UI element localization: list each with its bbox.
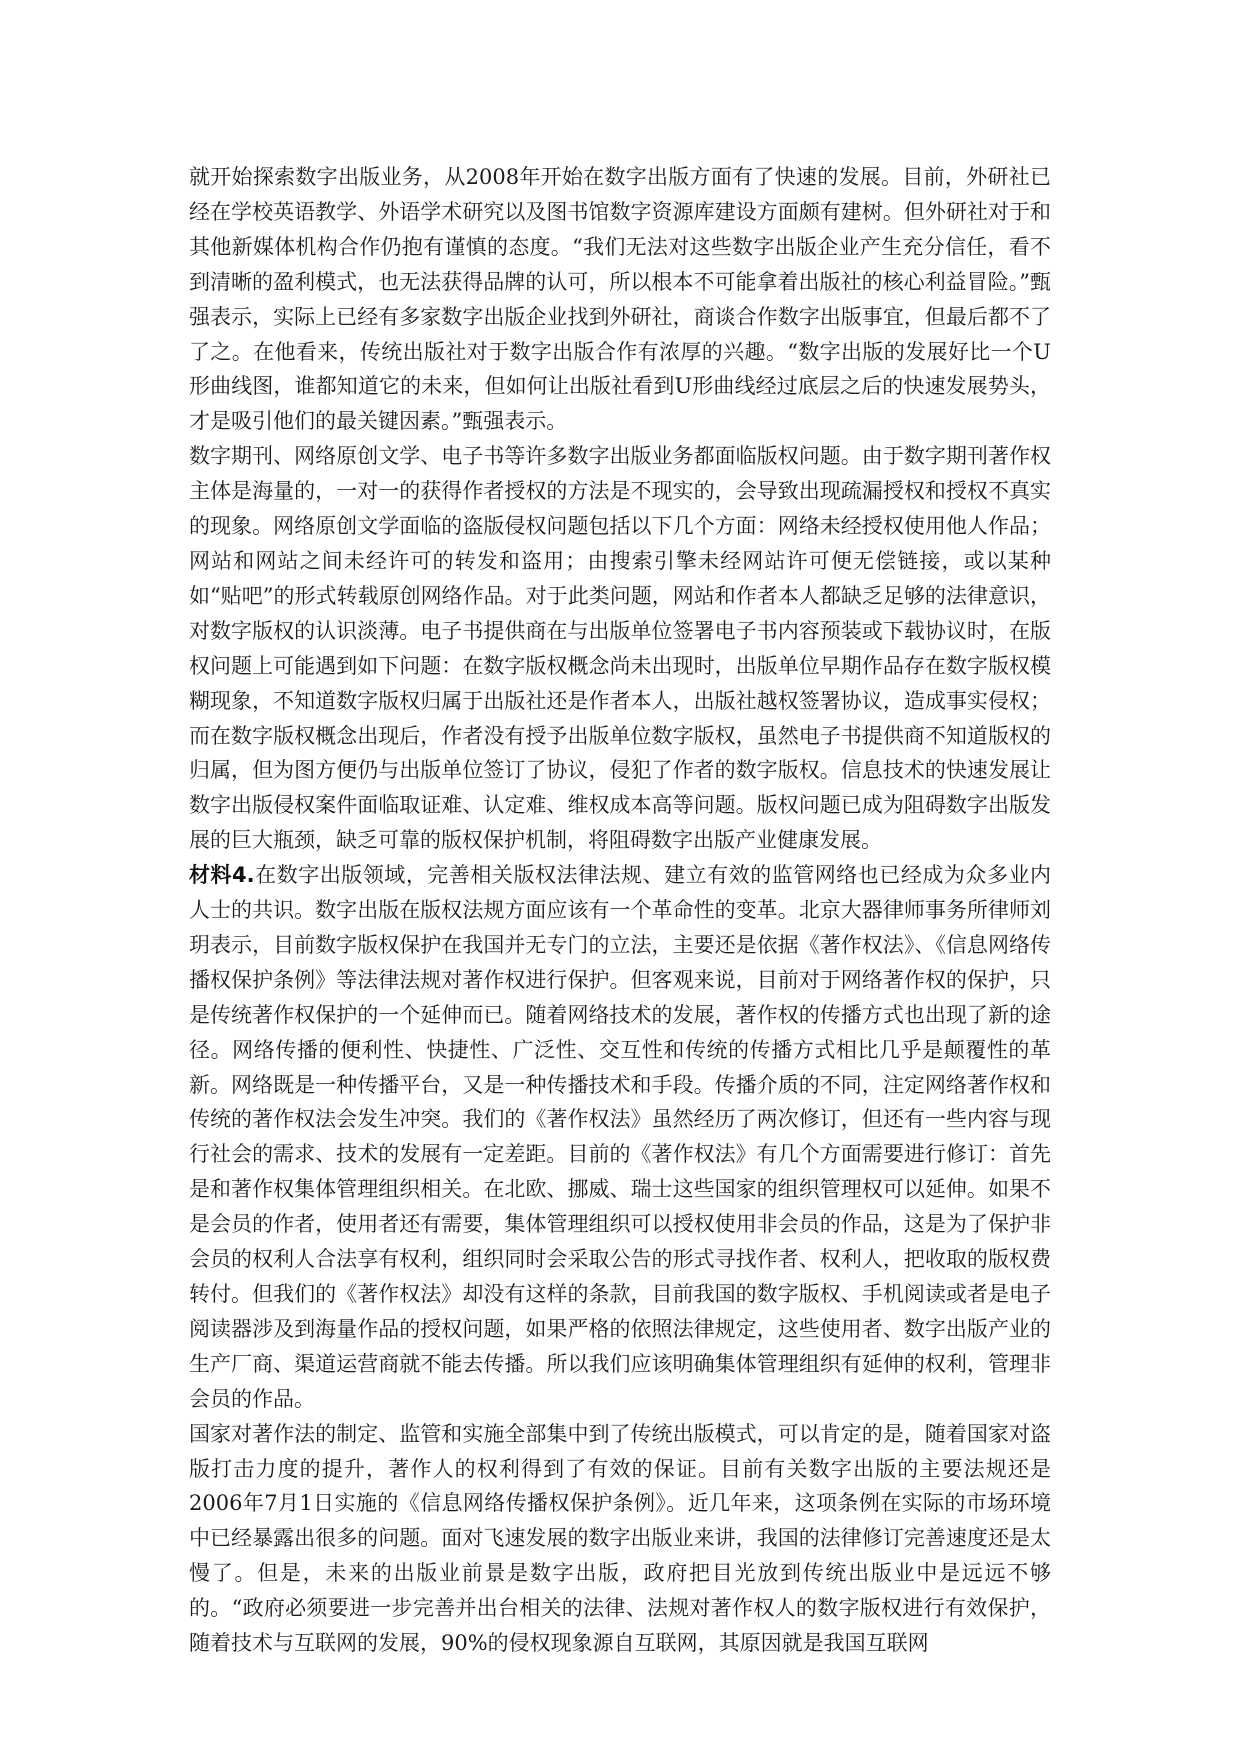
paragraph-national-law: [189, 1417, 1051, 1661]
paragraph-text: 就开始探索数字出版业务，从2008年开始在数字出版方面有了快速的发展。目前，外研社已经在学校英语教学、外语学术研究以及图书馆数字资源库建设方面颇有建树。但外研社对于和其他新媒体机构合作仍抱有谨慎的态度。“我们无法对这些数字出版企业产生充分信任，看不到清晰的盈利模式，也无法获得品牌的认可，所以根本不可能拿着出版社的核心利益冒险。”甄强表示，实际上已经有多家数字出版企业找到外研社，商谈合作数字出版事宜，但最后都不了了之。在他看来，传统出版社对于数字出版合作有浓厚的兴趣。“数字出版的发展好比一个U形曲线图，谁都知道它的未来，但如何让出版社看到U形曲线经过底层之后的快速发展势头，才是吸引他们的最关键因素。”甄强表示。: [189, 165, 1051, 434]
paragraph-text: 数字期刊、网络原创文学、电子书等许多数字出版业务都面临版权问题。由于数字期刊著作权主体是海量的，一对一的获得作者授权的方法是不现实的，会导致出现疏漏授权和授权不真实的现象。网络原创文学面临的盗版侵权问题包括以下几个方面：网络未经授权使用他人作品；网站和网站之间未经许可的转发和盗用；由搜索引擎未经网站许可便无偿链接，或以某种如“贴吧”的形式转载原创网络作品。对于此类问题，网站和作者本人都缺乏足够的法律意识，对数字版权的认识淡薄。电子书提供商在与出版单位签署电子书内容预装或下载协议时，在版权问题上可能遇到如下问题：在数字版权概念尚未出现时，出版单位早期作品存在数字版权模糊现象，不知道数字版权归属于出版社还是作者本人，出版社越权签署协议，造成事实侵权；而在数字版权概念出现后，作者没有授予出版单位数字版权，虽然电子书提供商不知道版权的归属，但为图方便仍与出版单位签订了协议，侵犯了作者的数字版权。信息技术的快速发展让数字出版侵权案件面临取证难、认定难、维权成本高等问题。版权问题已成为阻碍数字出版发展的巨大瓶颈，缺乏可靠的版权保护机制，将阻碍数字出版产业健康发展。: [189, 444, 1051, 853]
paragraph-copyright-issues: [189, 439, 1051, 858]
paragraph-digital-publishing-wyr: [189, 160, 1051, 439]
material-label: 材料4.: [189, 863, 255, 888]
article-body: [189, 160, 1051, 1661]
paragraph-text: 国家对著作法的制定、监管和实施全部集中到了传统出版模式，可以肯定的是，随着国家对盗版打击力度的提升，著作人的权利得到了有效的保证。目前有关数字出版的主要法规还是2006年7月1日实施的《信息网络传播权保护条例》。近几年来，这项条例在实际的市场环境中已经暴露出很多的问题。面对飞速发展的数字出版业来讲，我国的法律修订完善速度还是太慢了。但是，未来的出版业前景是数字出版，政府把目光放到传统出版业中是远远不够的。“政府必须要进一步完善并出台相关的法律、法规对著作权人的数字版权进行有效保护，随着技术与互联网的发展，90%的侵权现象源自互联网，其原因就是我国互联网: [189, 1421, 1051, 1656]
paragraph-material-4: [189, 858, 1051, 1417]
paragraph-text: 在数字出版领域，完善相关版权法律法规、建立有效的监管网络也已经成为众多业内人士的共识。数字出版在版权法规方面应该有一个革命性的变革。北京大器律师事务所律师刘玥表示，目前数字版权保护在我国并无专门的立法，主要还是依据《著作权法》、《信息网络传播权保护条例》等法律法规对著作权进行保护。但客观来说，目前对于网络著作权的保护，只是传统著作权保护的一个延伸而已。随着网络技术的发展，著作权的传播方式也出现了新的途径。网络传播的便利性、快捷性、广泛性、交互性和传统的传播方式相比几乎是颠覆性的革新。网络既是一种传播平台，又是一种传播技术和手段。传播介质的不同，注定网络著作权和传统的著作权法会发生冲突。我们的《著作权法》虽然经历了两次修订，但还有一些内容与现行社会的需求、技术的发展有一定差距。目前的《著作权法》有几个方面需要进行修订：首先是和著作权集体管理组织相关。在北欧、挪威、瑞士这些国家的组织管理权可以延伸。如果不是会员的作者，使用者还有需要，集体管理组织可以授权使用非会员的作品，这是为了保护非会员的权利人合法享有权利，组织同时会采取公告的形式寻找作者、权利人，把收取的版权费转付。但我们的《著作权法》却没有这样的条款，目前我国的数字版权、手机阅读或者是电子阅读器涉及到海量作品的授权问题，如果严格的依照法律规定，这些使用者、数字出版产业的生产厂商、渠道运营商就不能去传播。所以我们应该明确集体管理组织有延伸的权利，管理非会员的作品。: [189, 863, 1051, 1411]
